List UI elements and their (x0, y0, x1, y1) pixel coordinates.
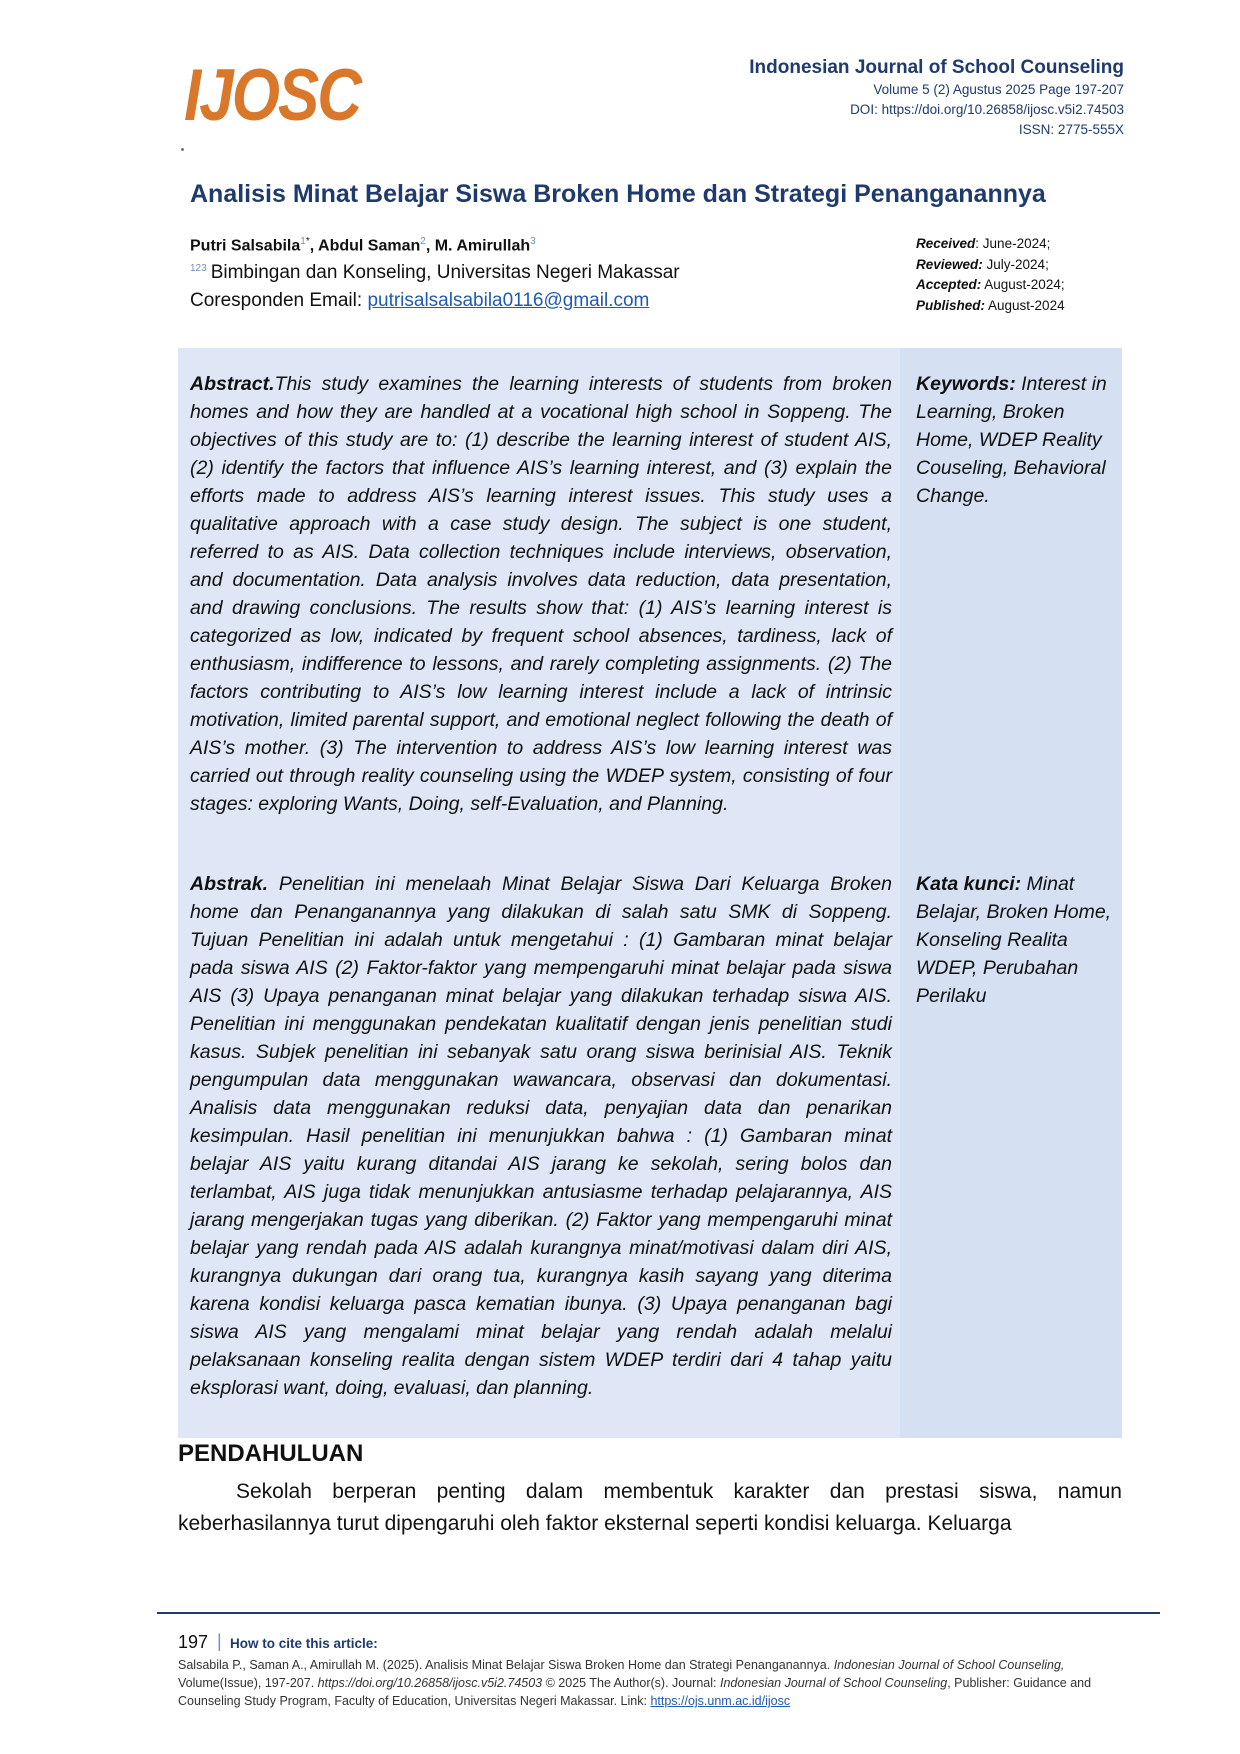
author-name: M. Amirullah (434, 237, 531, 255)
author-name: Putri Salsabila (190, 237, 301, 255)
author-sup: 1 (300, 236, 306, 247)
accepted-value: August-2024; (981, 277, 1065, 292)
author-sup: 2 (420, 236, 426, 247)
logo-dot (181, 148, 184, 151)
journal-link[interactable]: https://ojs.unm.ac.id/ijosc (650, 1694, 791, 1708)
cite-journal: Indonesian Journal of School Counseling, (833, 1658, 1065, 1672)
corresponding-star: * (305, 236, 310, 247)
keywords-text: Interest in Learning, Broken Home, WDEP Reality Couseling, Behavioral Change. (916, 373, 1107, 507)
volume-info: Volume 5 (2) Agustus 2025 Page 197-207 (873, 82, 1124, 97)
page-number: 197 (178, 1632, 209, 1652)
article-dates (916, 234, 1065, 316)
abstrak-text: Penelitian ini menelaah Minat Belajar Siswa Dari Keluarga Broken home dan Penanganannya yang dilakukan di salah satu SMK di Soppeng. Tujuan Penelitian ini adalah untuk mengetahui : (1) Gambaran minat belajar pada siswa AIS (2) Faktor-faktor yang mempengaruhi minat belajar pada siswa AIS (3) Upaya penanganan minat belajar yang dilakukan terhadap siswa AIS. Penelitian ini menggunakan pendekatan kualitatif dengan jenis penelitian studi kasus. Subjek penelitian ini sebanyak satu orang siswa berinisial AIS. Teknik pengumpulan data menggunakan wawancara, observasi dan dokumentasi. Analisis data menggunakan reduksi data, penyajian data dan penarikan kesimpulan. Hasil penelitian ini menunjukkan bahwa : (1) Gambaran minat belajar AIS yaitu kurang ditandai AIS jarang ke sekolah, sering bolos dan terlambat, AIS juga tidak menunjukkan antusiasme terhadap pelajarannya, AIS jarang mengerjakan tugas yang diberikan. (2) Faktor yang mempengaruhi minat belajar yang rendah pada AIS adalah kurangnya minat/motivasi dalam diri AIS, kurangnya dukungan dari orang tua, kurangnya kasih sayang yang diterima karena kondisi keluarga pasca kematian ibunya. (3) Upaya penanganan bagi siswa AIS yang mengalami minat belajar yang rendah adalah melalui pelaksanaan konseling realita dengan sistem WDEP terdiri dari 4 tahap yaitu eksplorasi want, doing, evaluasi, dan planning. (190, 873, 892, 1399)
email-link[interactable]: putrisalsalsabila0116@gmail.com (367, 290, 650, 311)
page-separator: | (217, 1631, 222, 1651)
issn: ISSN: 2775-555X (1018, 122, 1124, 137)
email-label: Coresponden Email: (190, 290, 368, 311)
keywords-indonesian (916, 870, 1116, 1010)
received-label: Received (916, 236, 976, 251)
article-title: Analisis Minat Belajar Siswa Broken Home dan Strategi Penanganannya (190, 180, 1046, 208)
body-paragraph: Sekolah berperan penting dalam membentuk karakter dan prestasi siswa, namun keberhasilannya turut dipengaruhi oleh faktor eksternal seperti kondisi keluarga. Keluarga (178, 1480, 1122, 1535)
journal-logo: IJOSC (184, 55, 361, 137)
journal-info (749, 56, 1124, 140)
affiliation-sup: 123 (190, 262, 207, 274)
abstract-english (190, 370, 892, 818)
reviewed-label: Reviewed: (916, 256, 983, 272)
citation-text (178, 1656, 1123, 1710)
kata-kunci-label: Kata kunci: (916, 873, 1022, 895)
section-heading: PENDAHULUAN (178, 1440, 364, 1467)
reviewed-value: July-2024; (982, 256, 1049, 272)
cite-doi: https://doi.org/10.26858/ijosc.v5i2.74503 (317, 1676, 543, 1690)
received-value: : June-2024; (975, 236, 1051, 251)
kata-kunci-text: Minat Belajar, Broken Home, Konseling Realita WDEP, Perubahan Perilaku (916, 873, 1112, 1007)
author-sup: 3 (530, 236, 536, 247)
author-list: Putri Salsabila$^{1*}$, Abdul Saman$^2$, M. Amirullah$^3$ (190, 236, 536, 255)
abstract-text: This study examines the learning interests of students from broken homes and how they are handled at a vocational high school in Soppeng. The objectives of this study are to: (1) describe the learning interest of student AIS, (2) identify the factors that influence AIS’s learning interest, and (3) explain the efforts made to address AIS’s learning interest issues. This study uses a qualitative approach with a case study design. The subject is one student, referred to as AIS. Data collection techniques include interviews, observation, and documentation. Data analysis involves data reduction, data presentation, and drawing conclusions. The results show that: (1) AIS’s learning interest is categorized as low, indicated by frequent school absences, tardiness, lack of enthusiasm, indifference to lessons, and rarely completing assignments. (2) The factors contributing to AIS’s low learning interest include a lack of intrinsic motivation, limited parental support, and emotional neglect following the death of AIS’s mother. (3) The intervention to address AIS’s low learning interest was carried out through reality counseling using the WDEP system, consisting of four stages: exploring Wants, Doing, self-Evaluation, and Planning. (190, 373, 892, 815)
abstract-box (178, 348, 1122, 1438)
accepted-label: Accepted: (916, 277, 982, 292)
abstract-indonesian (190, 870, 892, 1402)
cite-part: Volume(Issue), 197-207. (178, 1676, 318, 1690)
keywords-label: Keywords: (916, 373, 1016, 395)
corresponding-email (190, 290, 649, 312)
affiliation (190, 262, 680, 284)
footer-divider (157, 1612, 1160, 1614)
cite-heading: How to cite this article: (230, 1636, 378, 1651)
cite-part: © 2025 The Author(s). Journal: (542, 1676, 720, 1690)
author-name: Abdul Saman (318, 237, 421, 255)
cite-part: , Publisher: Guidance and Counseling Study Program, Faculty of Education, Universitas Negeri Makassar. Link: (178, 1676, 1092, 1708)
abstract-label: Abstract. (190, 373, 275, 395)
doi: DOI: https://doi.org/10.26858/ijosc.v5i2.74503 (850, 102, 1124, 117)
published-label: Published: (916, 297, 986, 313)
published-value: August-2024 (985, 297, 1065, 313)
journal-name: Indonesian Journal of School Counseling (749, 57, 1124, 78)
body-text (178, 1476, 1122, 1540)
keywords-english (916, 370, 1116, 510)
abstrak-label: Abstrak. (190, 873, 269, 895)
affiliation-text: Bimbingan dan Konseling, Universitas Negeri Makassar (210, 262, 680, 283)
cite-part: Salsabila P., Saman A., Amirullah M. (2025). Analisis Minat Belajar Siswa Broken Home dan Strategi Penanganannya. (178, 1658, 834, 1672)
cite-journal: Indonesian Journal of School Counseling (719, 1676, 948, 1690)
